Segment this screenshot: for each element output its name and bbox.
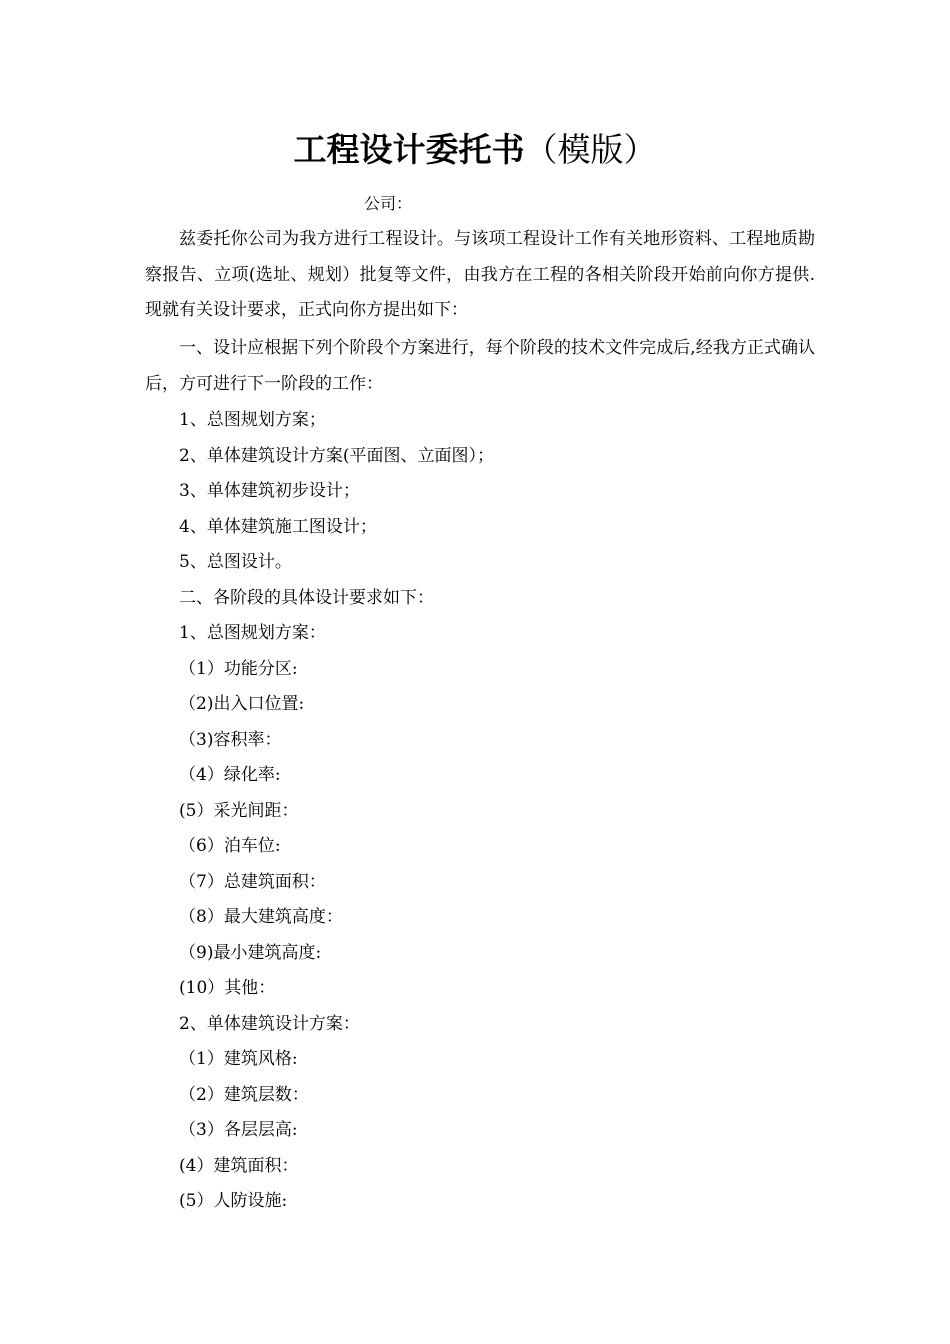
list-item: （3）各层层高: <box>179 1120 298 1140</box>
subsection-heading: 2、单体建筑设计方案： <box>179 1013 360 1034</box>
list-item: 1、总图规划方案； <box>179 410 326 430</box>
list-item: （4）绿化率: <box>179 765 281 785</box>
list-item: （7）总建筑面积： <box>179 871 326 892</box>
list-item: （1）功能分区: <box>179 658 298 679</box>
subsection-heading: 1、总图规划方案： <box>179 623 326 643</box>
section1-intro-paragraph: 一、设计应根据下列个阶段个方案进行，每个阶段的技术文件完成后,经我方正式确认后，方可进行下一阶段的工作： <box>145 338 815 394</box>
document-title-suffix: （模版） <box>524 130 657 169</box>
document-title <box>0 126 950 174</box>
list-item: （8）最大建筑高度： <box>179 907 343 927</box>
list-item: （9)最小建筑高度: <box>179 942 322 963</box>
company-line: 公司： <box>364 194 413 213</box>
list-item: 3、单体建筑初步设计； <box>179 481 360 501</box>
list-item: （6）泊车位: <box>179 836 281 856</box>
section-heading: 二、各阶段的具体设计要求如下： <box>179 587 434 608</box>
list-item: 4、单体建筑施工图设计； <box>179 516 377 537</box>
list-item: (10）其他： <box>179 978 276 998</box>
list-item: （2）建筑层数： <box>179 1084 309 1105</box>
intro-paragraph: 兹委托你公司为我方进行工程设计。与该项工程设计工作有关地形资料、工程地质勘察报告、立项(选址、规划）批复等文件，由我方在工程的各相关阶段开始前向你方提供.现就有关设计要求，正式向你方提出如下： <box>145 229 815 321</box>
list-item: 5、总图设计。 <box>179 552 292 572</box>
list-item: （2)出入口位置: <box>179 694 305 714</box>
list-item: （1）建筑风格: <box>179 1049 298 1069</box>
list-item: (4）建筑面积： <box>179 1155 299 1176</box>
list-item: （3)容积率： <box>179 729 282 750</box>
list-item: (5）采光间距： <box>179 800 299 821</box>
list-item: (5）人防设施: <box>179 1191 288 1211</box>
list-item: 2、单体建筑设计方案(平面图、立面图）； <box>179 445 494 466</box>
document-title-main: 工程设计委托书 <box>293 130 525 169</box>
